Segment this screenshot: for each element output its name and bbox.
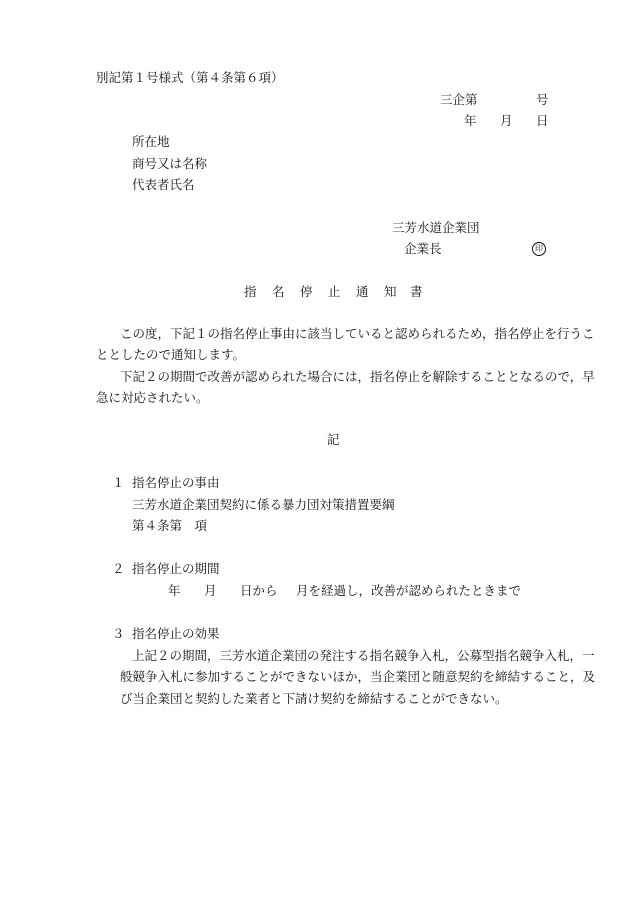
body-paragraph-2: 下記２の期間で改善が認められた場合には，指名停止を解除することとなるので，早 bbox=[120, 369, 595, 384]
date-month: 月 bbox=[500, 113, 513, 128]
recipient-company: 商号又は名称 bbox=[132, 156, 208, 171]
doc-number-prefix: 三企第 bbox=[440, 92, 478, 107]
seal-mark: 印 bbox=[532, 242, 546, 256]
item-heading: 指名停止の期間 bbox=[132, 561, 220, 576]
item-heading: 指名停止の効果 bbox=[132, 626, 220, 641]
title-char: 書 bbox=[410, 284, 423, 299]
item-line: 第４条第 項 bbox=[132, 518, 208, 533]
item-heading: 指名停止の事由 bbox=[132, 475, 220, 490]
title-char: 名 bbox=[272, 284, 285, 299]
item-line: 上記２の期間，三芳水道企業団の発注する指名競争入札，公募型指名競争入札，一 bbox=[132, 648, 595, 663]
title-char: 停 bbox=[300, 284, 313, 299]
body-paragraph-1: この度，下記１の指名停止事由に該当していると認められるため，指名停止を行うこ bbox=[120, 326, 595, 341]
date-day: 日 bbox=[536, 113, 549, 128]
date-year: 年 bbox=[464, 113, 477, 128]
title-char: 指 bbox=[244, 284, 257, 299]
title-char: 止 bbox=[328, 284, 341, 299]
ki-heading: 記 bbox=[327, 432, 340, 447]
doc-number-suffix: 号 bbox=[536, 92, 549, 107]
body-paragraph-1-cont: ととしたので通知します。 bbox=[96, 347, 246, 362]
item-number: ２ bbox=[112, 561, 125, 576]
period-rest: 月を経過し，改善が認められたときまで bbox=[296, 583, 522, 598]
issuer-title: 企業長 bbox=[404, 241, 442, 256]
title-char: 知 bbox=[384, 284, 397, 299]
body-paragraph-2-cont: 急に対応されたい。 bbox=[96, 390, 209, 405]
recipient-address: 所在地 bbox=[132, 134, 170, 149]
item-line: 般競争入札に参加することができないほか，当企業団と随意契約を締結すること，及 bbox=[120, 669, 596, 684]
period-month: 月 bbox=[204, 583, 217, 598]
item-number: １ bbox=[112, 475, 125, 490]
form-label: 別記第１号様式（第４条第６項） bbox=[96, 70, 284, 85]
item-number: ３ bbox=[112, 626, 125, 641]
item-line: 三芳水道企業団契約に係る暴力団対策措置要綱 bbox=[132, 497, 395, 512]
title-char: 通 bbox=[356, 284, 369, 299]
issuer-org: 三芳水道企業団 bbox=[392, 220, 480, 235]
recipient-representative: 代表者氏名 bbox=[132, 177, 195, 192]
period-from: 日から bbox=[240, 583, 278, 598]
period-year: 年 bbox=[168, 583, 181, 598]
item-line: び当企業団と契約した業者と下請け契約を締結することができない。 bbox=[120, 691, 508, 706]
